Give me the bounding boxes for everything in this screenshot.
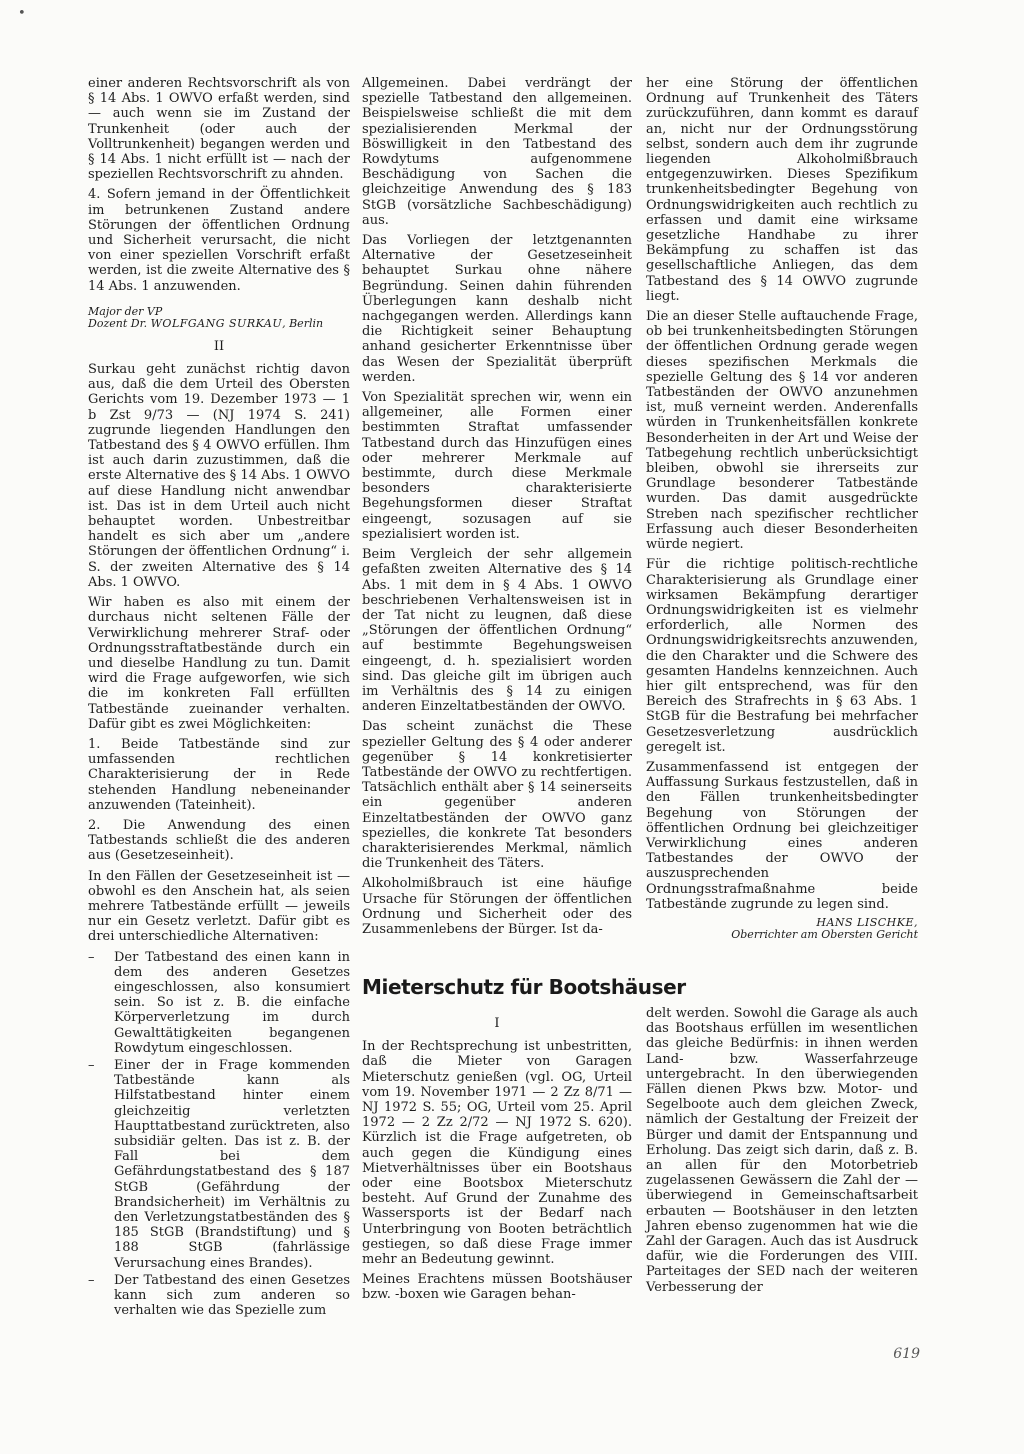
scan-mark: •: [18, 6, 26, 21]
author-signature: [88, 306, 350, 331]
author-line: Dozent Dr. WOLFGANG SURKAU, Berlin: [88, 317, 324, 331]
paragraph: Für die richtige politisch-rechtliche Charakterisierung als Grundlage einer wirksamen Bekämpfung derartiger Ordnungswidrigkeiten ist es vielmehr erforderlich, alle Normen des Ordnungswidrigkeitsrechts anzuwenden, die den Charakter und die Schwere des gesamten Handelns kennzeichnen. Auch hier gilt entsprechend, was für den Bereich des Strafrechts in § 63 Abs. 1 StGB für die Bestrafung bei mehrfacher Gesetzesverletzung ausdrücklich geregelt ist.: [646, 557, 918, 755]
paragraph: In der Rechtsprechung ist unbestritten, daß die Mieter von Garagen Mieterschutz genießen (vgl. OG, Urteil vom 19. November 1971 — 2 Zz 8/71 — NJ 1972 S. 55; OG, Urteil vom 25. April 1972 — 2 Zz 2/72 — NJ 1972 S. 620). Kürzlich ist die Frage aufgetreten, ob auch gegen die Kündigung eines Mietverhältnisses über ein Bootshaus oder eine Bootsbox Mieterschutz besteht. Auf Grund der Zunahme des Wassersports ist der Bedarf nach Unterbringung von Booten beträchtlich gestiegen, so daß diese Frage immer mehr an Bedeutung gewinnt.: [362, 1039, 632, 1268]
paragraph: Das scheint zunächst die These spezieller Geltung des § 4 oder anderer gegenüber § 14 konkretisierter Tatbestände der OWVO zu rechtfertigen. Tatsächlich enthält aber § 14 seinerseits ein gegenüber anderen Einzeltatbeständen der OWVO ganz spezielles, die konkrete Tat besonders charakterisierendes Merkmal, nämlich die Trunkenheit des Täters.: [362, 719, 632, 872]
paragraph: Die an dieser Stelle auftauchende Frage, ob bei trunkenheitsbedingten Störungen der öffentlichen Ordnung gerade wegen dieses spezifischen Merkmals die spezielle Geltung des § 14 vor anderen Tatbeständen der OWVO anzunehmen ist, muß verneint werden. Anderenfalls würden in Trunkenheitsfällen konkrete Besonderheiten in der Art und Weise der Tatbegehung rechtlich unberücksichtigt bleiben, obwohl sie ihrerseits zur Grundlage besonderer Tatbestände wurden. Das damit ausgedrückte Streben nach spezifischer rechtlicher Erfassung auch dieser Besonderheiten würde negiert.: [646, 309, 918, 553]
article2-column-right: [646, 1006, 918, 1300]
author-name: HANS LISCHKE,: [816, 915, 918, 929]
article-heading: Mieterschutz für Bootshäuser: [362, 975, 686, 999]
paragraph: 1. Beide Tatbestände sind zur umfassenden rechtlichen Charakterisierung der in Rede stehenden Handlung nebeneinander anzuwenden (Tateinheit).: [88, 736, 350, 813]
paragraph: 2. Die Anwendung des einen Tatbestands schließt die des anderen aus (Gesetzeseinheit).: [88, 817, 350, 864]
author-signature: [646, 917, 918, 942]
column-left: [88, 76, 350, 1323]
page-number: 619: [893, 1346, 920, 1362]
article2-column-middle: [362, 1016, 632, 1308]
paragraph: Beim Vergleich der sehr allgemein gefaßten zweiten Alternative des § 14 Abs. 1 mit dem in § 4 Abs. 1 OWVO beschriebenen Verhaltensweisen ist in der Tat nicht zu leugnen, daß diese „Störungen der öffentlichen Ordnung“ auf bestimmte Begehungsweisen eingeengt, d. h. spezialisiert worden sind. Das gleiche gilt im übrigen auch im Verhältnis des § 14 zu einigen anderen Einzeltatbeständen der OWVO.: [362, 547, 632, 715]
paragraph: Surkau geht zunächst richtig davon aus, daß die dem Urteil des Obersten Gerichts vom 19. Dezember 1973 — 1 b Zst 9/73 — (NJ 1974 S. 241) zugrunde liegenden Handlungen den Tatbestand des § 4 OWVO erfüllen. Ihm ist auch darin zuzustimmen, daß die erste Alternative des § 14 Abs. 1 OWVO auf diese Handlung nicht anwendbar ist. Das ist in dem Urteil auch nicht behauptet worden. Unbestreitbar handelt es sich aber um „andere Störungen der öffentlichen Ordnung“ i. S. der zweiten Alternative des § 14 Abs. 1 OWVO.: [88, 362, 350, 590]
paragraph: Allgemeinen. Dabei verdrängt der spezielle Tatbestand den allgemeinen. Beispielsweise schließt die mit dem spezialisierenden Merkmal der Böswilligkeit in den Tatbestand des Rowdytums aufgenommene Beschädigung von Sachen die gleichzeitige Anwendung des § 183 StGB (vorsätzliche Sachbeschädigung) aus.: [362, 76, 632, 228]
paragraph: her eine Störung der öffentlichen Ordnung auf Trunkenheit des Täters zurückzuführen, dann kommt es darauf an, nicht nur der Ordnungsstörung selbst, sondern auch dem ihr zugrunde liegenden Alkoholmißbrauch entgegenzuwirken. Dieses Spezifikum trunkenheitsbedingter Begehung von Ordnungswidrigkeiten auch rechtlich zu erfassen und damit eine wirksame gesetzliche Handhabe zu ihrer Bekämpfung zu schaffen ist das gesellschaftliche Anliegen, das dem Tatbestand des § 14 OWVO zugrunde liegt.: [646, 76, 918, 304]
list-item: – Der Tatbestand des einen Gesetzes kann sich zum anderen so verhalten wie das Spezielle zum: [88, 1273, 350, 1319]
author-title: Oberrichter am Obersten Gericht: [731, 928, 918, 942]
paragraph: Zusammenfassend ist entgegen der Auffassung Surkaus festzustellen, daß in den Fällen trunkenheitsbedingter Begehung von Störungen der öffentlichen Ordnung bei gleichzeitiger Verwirklichung eines anderen Tatbestandes der OWVO der auszusprechenden Ordnungsstrafmaßnahme beide Tatbestände zugrunde zu legen sind.: [646, 759, 918, 912]
paragraph: In den Fällen der Gesetzeseinheit ist — obwohl es den Anschein hat, als seien mehrere Tatbestände erfüllt — jeweils nur ein Gesetz verletzt. Dafür gibt es drei unterschiedliche Alternativen:: [88, 868, 350, 945]
column-middle: [362, 76, 632, 942]
author-name: WOLFGANG SURKAU: [150, 317, 283, 331]
section-number: I: [494, 1016, 500, 1031]
alternatives-list: [88, 950, 350, 1319]
section-number: II: [213, 338, 225, 354]
paragraph: einer anderen Rechtsvorschrift als von § 14 Abs. 1 OWVO erfaßt werden, sind — auch wenn sie im Zustand der Trunkenheit (oder auch der Volltrunkenheit) begangen werden und § 14 Abs. 1 nicht erfüllt ist — nach der speziellen Rechtsvorschrift zu ahnden.: [88, 76, 350, 183]
paragraph: delt werden. Sowohl die Garage als auch das Bootshaus erfüllen im wesentlichen das gleiche Bedürfnis: in ihnen werden Land- bzw. Wasserfahrzeuge untergebracht. In den überwiegenden Fällen dienen Pkws bzw. Motor- und Segelboote auch dem gleichen Zweck, nämlich der Gestaltung der Freizeit der Bürger und damit der Entspannung und Erholung. Das zeigt sich darin, daß z. B. an allen für den Motorbetrieb zugelassenen Gewässern die Zahl der — überwiegend in Gemeinschaftsarbeit erbauten — Bootshäuser in den letzten Jahren ebenso zugenommen hat wie die Zahl der Garagen. Auch das ist Ausdruck dafür, wie die Forderungen des VIII. Parteitages der SED nach der weiteren Verbesserung der: [646, 1006, 918, 1295]
paragraph: 4. Sofern jemand in der Öffentlichkeit im betrunkenen Zustand andere Störungen der öffentlichen Ordnung und Sicherheit verursacht, die nicht von einer speziellen Vorschrift erfaßt werden, ist die zweite Alternative des § 14 Abs. 1 anzuwenden.: [88, 187, 350, 294]
list-item: – Einer der in Frage kommenden Tatbestände kann als Hilfstatbestand hinter einem gleichzeitig verletzten Haupttatbestand zurücktreten, also subsidiär gelten. Das ist z. B. der Fall bei dem Gefährdungstatbestand des § 187 StGB (Gefährdung der Brandsicherheit) im Verhältnis zu den Verletzungstatbeständen des § 185 StGB (Brandstiftung) und § 188 StGB (fahrlässige Verursachung eines Brandes).: [88, 1058, 350, 1271]
list-item: – Der Tatbestand des einen kann in dem des anderen Gesetzes eingeschlossen, also konsumiert sein. So ist z. B. die einfache Körperverletzung im durch Gewalttätigkeiten begangenen Rowdytum eingeschlossen.: [88, 950, 350, 1056]
column-right: [646, 76, 918, 942]
paragraph: Alkoholmißbrauch ist eine häufige Ursache für Störungen der öffentlichen Ordnung und Sicherheit oder des Zusammenlebens der Bürger. Ist da-: [362, 876, 632, 937]
paragraph: Meines Erachtens müssen Bootshäuser bzw. -boxen wie Garagen behan-: [362, 1272, 632, 1303]
author-rank: Major der VP: [88, 304, 163, 318]
paragraph: Wir haben es also mit einem der durchaus nicht seltenen Fälle der Verwirklichung mehrerer Straf- oder Ordnungsstraftatbestände durch ein und dieselbe Handlung zu tun. Damit wird die Frage aufgeworfen, wie sich die im konkreten Fall erfüllten Tatbestände zueinander verhalten. Dafür gibt es zwei Möglichkeiten:: [88, 595, 350, 732]
paragraph: Von Spezialität sprechen wir, wenn ein allgemeiner, alle Formen einer bestimmten Straftat umfassender Tatbestand durch das Hinzufügen eines oder mehrerer Merkmale auf bestimmte, durch diese Merkmale besonders charakterisierte Begehungsformen dieser Straftat eingeengt, sozusagen auf sie spezialisiert worden ist.: [362, 390, 632, 542]
paragraph: Das Vorliegen der letztgenannten Alternative der Gesetzeseinheit behauptet Surkau ohne nähere Begründung. Seinen dahin führenden Überlegungen kann deshalb nicht nachgegangen werden. Allerdings kann die Richtigkeit seiner Behauptung anhand gesicherter Erkenntnisse über das Wesen der Spezialität überprüft werden.: [362, 233, 632, 385]
